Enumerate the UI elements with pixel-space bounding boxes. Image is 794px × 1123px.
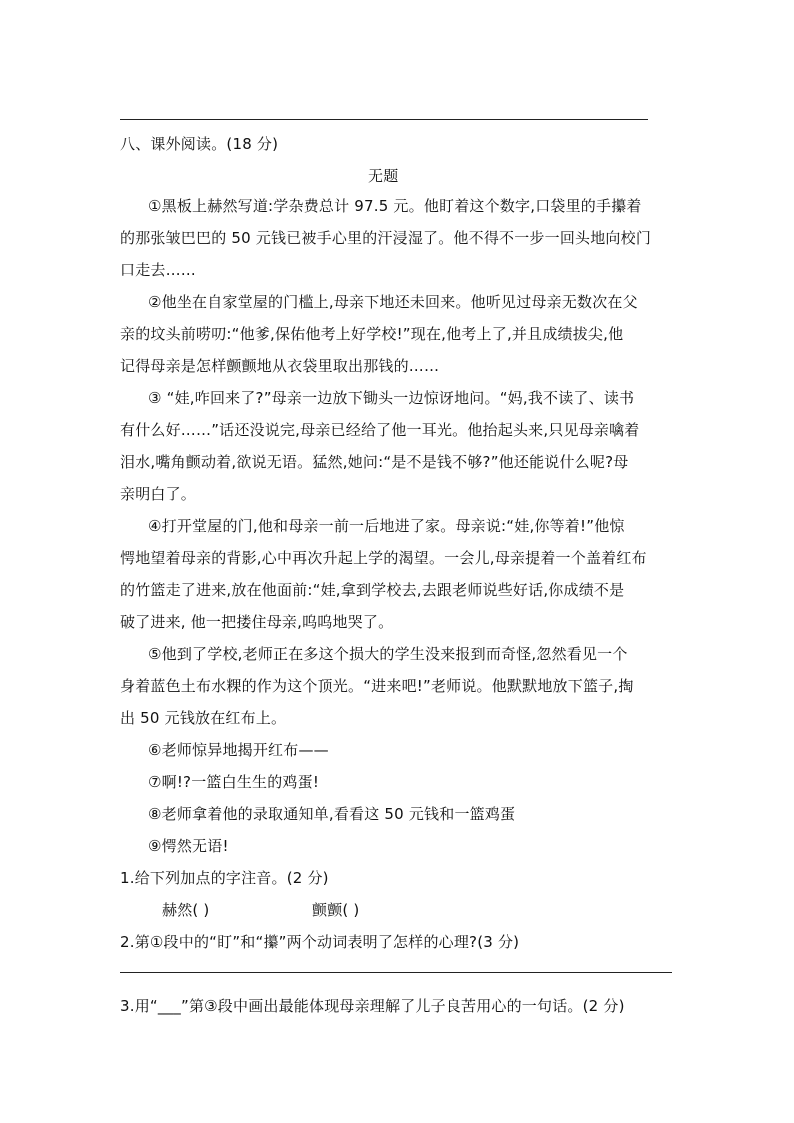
passage-line: 泪水,嘴角颤动着,欲说无语。猛然,她问:“是不是钱不够?”他还能说什么呢?母 <box>120 453 629 471</box>
question-2: 2.第①段中的“盯”和“攥”两个动词表明了怎样的心理?(3 分) <box>120 933 520 951</box>
passage-line: ⑥老师惊异地揭开红布—— <box>148 741 329 759</box>
passage-line: 的竹篮走了进来,放在他面前:“娃,拿到学校去,去跟老师说些好话,你成绩不是 <box>120 581 625 599</box>
q2-answer-line[interactable] <box>120 972 672 973</box>
passage-line: 出 50 元钱放在红布上。 <box>120 709 287 727</box>
passage-line: 记得母亲是怎样颤颤地从衣袋里取出那钱的…… <box>120 357 440 375</box>
passage-line: ⑨愕然无语! <box>148 837 229 855</box>
passage-line: 亲明白了。 <box>120 485 197 503</box>
question-1: 1.给下列加点的字注音。(2 分) <box>120 869 329 887</box>
q1-word-1: 赫然( ) <box>162 901 210 919</box>
section-header: 八、课外阅读。(18 分) <box>120 135 279 153</box>
passage-line: ⑧老师拿着他的录取通知单,看看这 50 元钱和一篮鸡蛋 <box>148 805 516 823</box>
top-divider <box>120 119 648 120</box>
question-3: 3.用“___”第③段中画出最能体现母亲理解了儿子良苦用心的一句话。(2 分) <box>120 997 625 1015</box>
passage-line: ③ “娃,咋回来了?”母亲一边放下锄头一边惊讶地问。“妈,我不读了、读书 <box>148 389 635 407</box>
passage-line: ①黑板上赫然写道:学杂费总计 97.5 元。他盯着这个数字,口袋里的手攥着 <box>148 197 642 215</box>
passage-line: 身着蓝色土布水粿的作为这个顶光。“进来吧!”老师说。他默默地放下篮子,掏 <box>120 677 634 695</box>
passage-line: ②他坐在自家堂屋的门槛上,母亲下地还未回来。他听见过母亲无数次在父 <box>148 293 638 311</box>
passage-line: ⑤他到了学校,老师正在多这个损大的学生没来报到而奇怪,忽然看见一个 <box>148 645 628 663</box>
passage-line: 口走去…… <box>120 261 197 279</box>
passage-line: ⑦啊!?一篮白生生的鸡蛋! <box>148 773 320 791</box>
passage-line: 愕地望着母亲的背影,心中再次升起上学的渴望。一会儿,母亲提着一个盖着红布 <box>120 549 647 567</box>
passage-line: 的那张皱巴巴的 50 元钱已被手心里的汗浸湿了。他不得不一步一回头地向校门 <box>120 229 652 247</box>
passage-line: 有什么好……”话还没说完,母亲已经给了他一耳光。他抬起头来,只见母亲噙着 <box>120 421 640 439</box>
passage-line: ④打开堂屋的门,他和母亲一前一后地进了家。母亲说:“娃,你等着!”他惊 <box>148 517 625 535</box>
passage-line: 亲的坟头前唠叨:“他爹,保佑他考上好学校!”现在,他考上了,并且成绩拔尖,他 <box>120 325 624 343</box>
passage-line: 破了进来, 他一把搂住母亲,呜呜地哭了。 <box>120 613 394 631</box>
q1-word-2: 颤颤( ) <box>312 901 360 919</box>
passage-title: 无题 <box>368 167 399 185</box>
